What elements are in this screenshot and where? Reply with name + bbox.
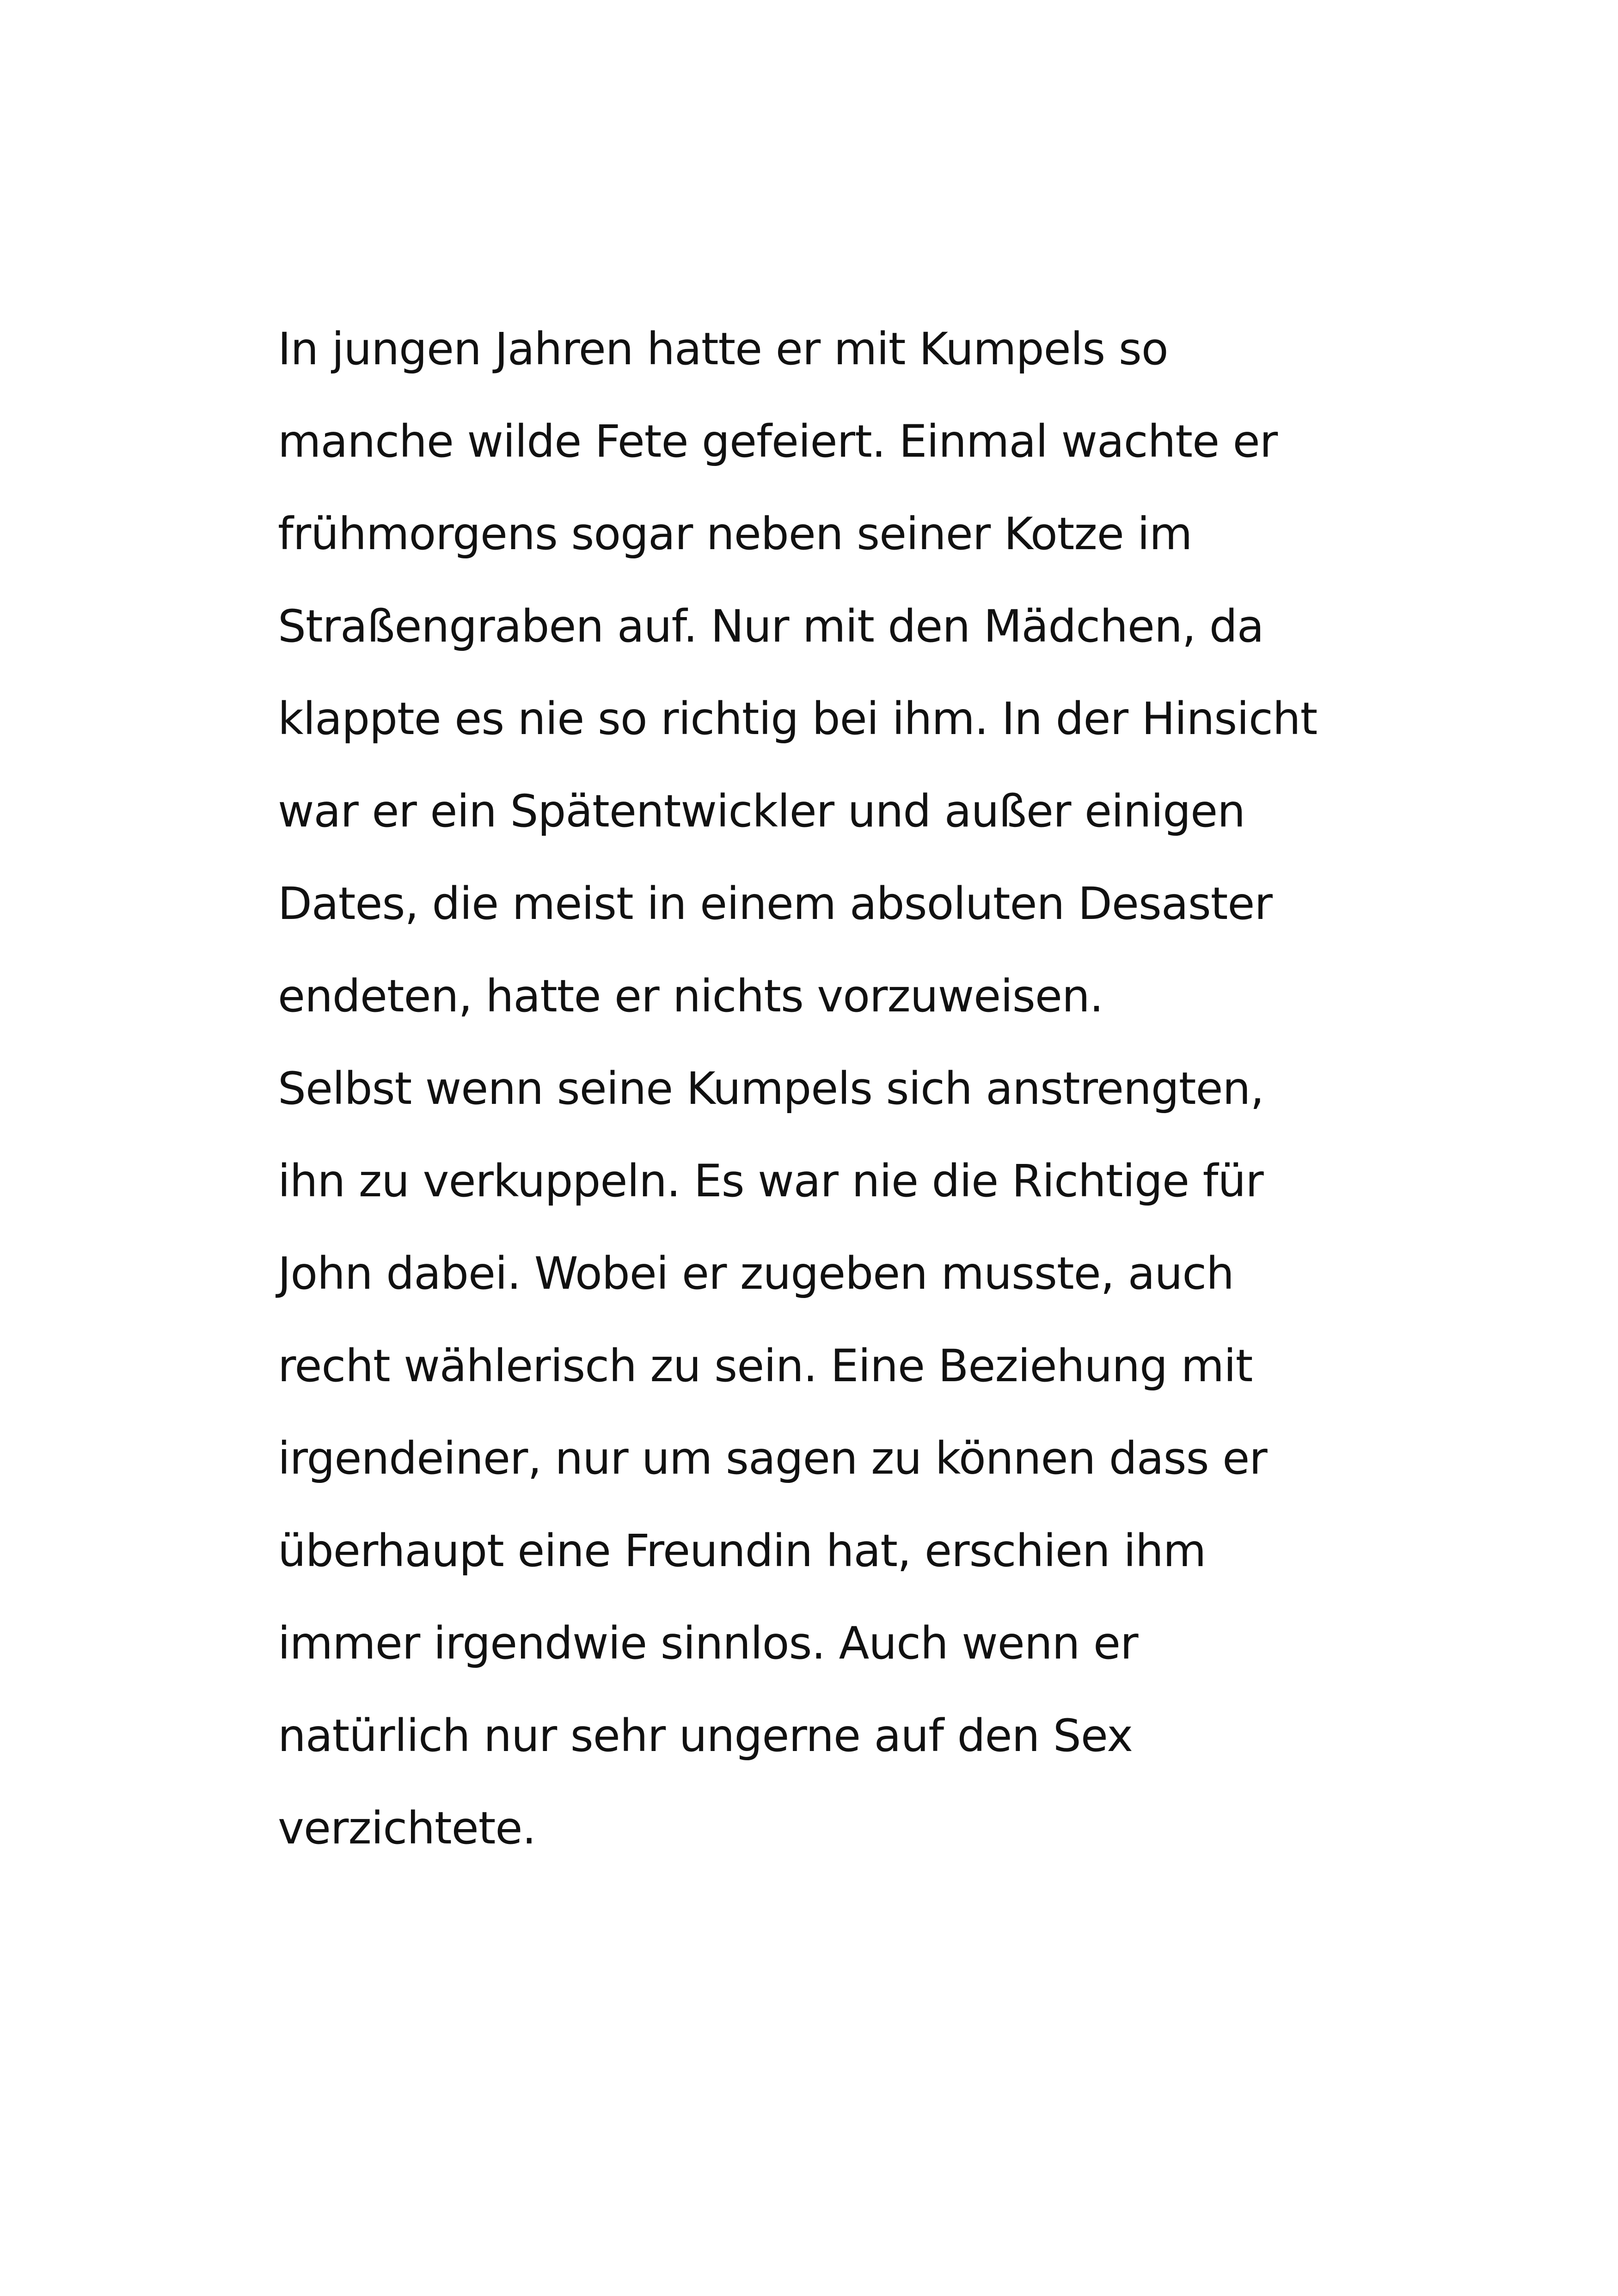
text-line: verzichtete. — [278, 1802, 536, 1854]
text-line: irgendeiner, nur um sagen zu können dass er — [278, 1433, 1267, 1484]
text-line: frühmorgens sogar neben seiner Kotze im — [278, 508, 1192, 560]
text-line: Dates, die meist in einem absoluten Desaster — [278, 878, 1272, 930]
text-line: Selbst wenn seine Kumpels sich anstrengten, — [278, 1063, 1264, 1114]
text-line: Straßengraben auf. Nur mit den Mädchen, da — [278, 600, 1264, 652]
text-line: war er ein Spätentwickler und außer einigen — [278, 785, 1245, 837]
text-line: ihn zu verkuppeln. Es war nie die Richtige für — [278, 1155, 1263, 1207]
body-text — [278, 303, 1387, 1874]
text-line: In jungen Jahren hatte er mit Kumpels so — [278, 323, 1168, 375]
text-line: überhaupt eine Freundin hat, erschien ihm — [278, 1525, 1206, 1577]
text-line: natürlich nur sehr ungerne auf den Sex — [278, 1710, 1133, 1762]
text-line: John dabei. Wobei er zugeben musste, auch — [278, 1248, 1234, 1299]
text-line: endeten, hatte er nichts vorzuweisen. — [278, 970, 1103, 1022]
text-line: klappte es nie so richtig bei ihm. In der Hinsicht — [278, 693, 1318, 745]
text-line: recht wählerisch zu sein. Eine Beziehung mit — [278, 1340, 1253, 1392]
text-line: immer irgendwie sinnlos. Auch wenn er — [278, 1617, 1138, 1669]
text-line: manche wilde Fete gefeiert. Einmal wachte er — [278, 416, 1278, 467]
